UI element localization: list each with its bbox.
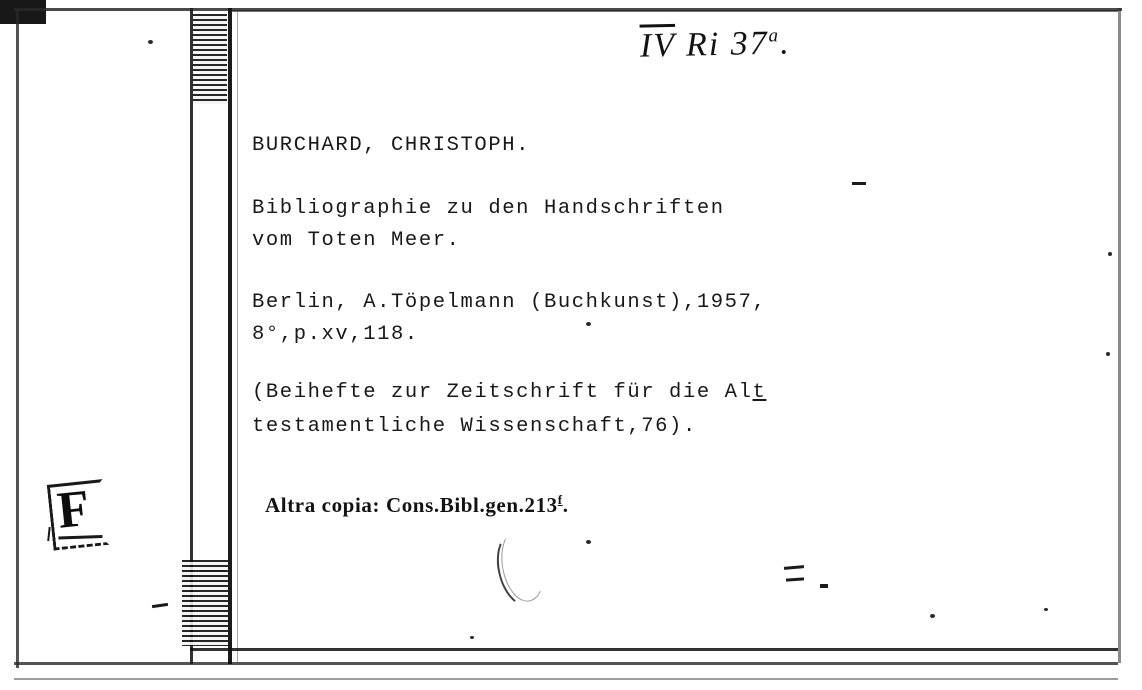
shelfmark-superscript: a xyxy=(768,25,781,47)
shelfmark-prefix: $\overline{IV}$ xyxy=(639,26,676,65)
pencil-dash-mark xyxy=(784,565,804,570)
binding-hatch-bottom xyxy=(182,560,228,646)
scan-speck xyxy=(470,636,474,639)
scan-speck xyxy=(148,40,153,44)
entry-series-line-2: testamentliche Wissenschaft,76). xyxy=(252,415,697,438)
library-stamp xyxy=(42,475,111,553)
card-rule-vertical-hairline xyxy=(237,8,238,664)
pencil-dash-mark xyxy=(852,182,866,185)
scan-speck xyxy=(1044,608,1048,611)
scan-frame-bottom-edge xyxy=(14,662,1118,665)
card-rule-horizontal-top xyxy=(228,10,1118,12)
entry-copy-note-superscript: f xyxy=(557,492,563,507)
binding-hatch-top xyxy=(193,14,227,104)
entry-copy-note-text: Altra copia: Cons.Bibl.gen.213 xyxy=(265,493,558,517)
entry-copy-note-trailing: . xyxy=(562,493,569,517)
entry-imprint-line-1: Berlin, A.Töpelmann (Buchkunst),1957, xyxy=(252,291,767,314)
card-rule-horizontal-bottom xyxy=(190,648,1118,651)
entry-title-line-1: Bibliographie zu den Handschriften xyxy=(252,197,725,220)
shelfmark-text: Ri 37 xyxy=(685,24,770,64)
entry-copy-note xyxy=(265,492,569,518)
scan-frame-bottom-edge-secondary xyxy=(14,678,1118,680)
pencil-dash-mark xyxy=(786,577,804,581)
scan-frame-left-edge xyxy=(16,8,19,668)
scan-frame-right-edge xyxy=(1118,8,1121,663)
entry-title-line-2: vom Toten Meer. xyxy=(252,229,461,252)
scan-speck xyxy=(1108,252,1112,256)
library-stamp-letter: F xyxy=(54,479,93,540)
scan-speck xyxy=(930,614,935,618)
binding-block-bottom xyxy=(0,0,46,24)
scan-speck xyxy=(586,322,591,326)
scan-speck xyxy=(1106,352,1110,356)
card-rule-vertical-inner xyxy=(228,8,232,664)
entry-imprint-line-2: 8°,p.xv,118. xyxy=(252,323,419,346)
library-stamp-tick xyxy=(47,527,50,541)
entry-author: BURCHARD, CHRISTOPH. xyxy=(252,134,531,157)
scan-speck xyxy=(586,540,591,544)
entry-series-line-1 xyxy=(252,378,766,408)
pencil-dash-mark xyxy=(200,570,226,572)
handwritten-shelfmark: $\overline{IV}$ Ri 37$^a$. xyxy=(639,24,792,65)
entry-series-line-1-text: (Beihefte zur Zeitschrift für die Alt xyxy=(252,381,767,404)
pencil-dash-mark xyxy=(820,584,828,588)
pencil-dash-mark xyxy=(152,603,168,608)
